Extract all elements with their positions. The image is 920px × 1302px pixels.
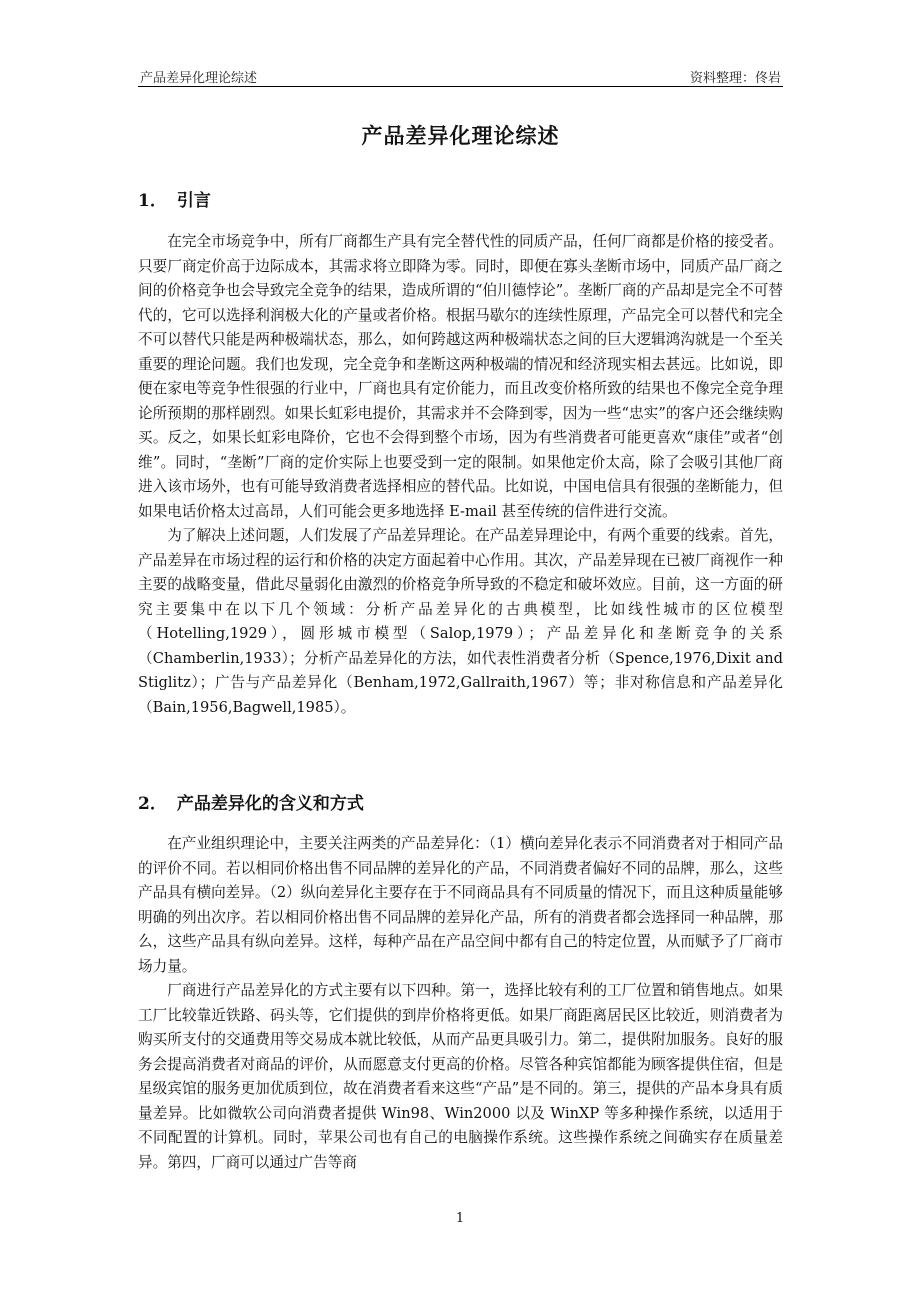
section-body-meaning (138, 832, 783, 1175)
section-title: 产品差异化的含义和方式 (176, 794, 364, 814)
section-number: 2． (138, 794, 167, 814)
paragraph: 在产业组织理论中，主要关注两类的产品差异化：（1）横向差异化表示不同消费者对于相同产品的评价不同。若以相同价格出售不同品牌的差异化的产品，不同消费者偏好不同的品牌，那么，这些产品具有横向差异。（2）纵向差异化主要存在于不同商品具有不同质量的情况下，而且这种质量能够明确的列出次序。若以相同价格出售不同品牌的差异化产品，所有的消费者都会选择同一种品牌，那么，这些产品具有纵向差异。这样，每种产品在产品空间中都有自己的特定位置，从而赋予了厂商市场力量。 (138, 835, 783, 975)
paragraph: 厂商进行产品差异化的方式主要有以下四种。第一，选择比较有利的工厂位置和销售地点。如果工厂比较靠近铁路、码头等，它们提供的到岸价格将更低。如果厂商距离居民区比较近，则消费者为购买所支付的交通费用等交易成本就比较低，从而产品更具吸引力。第二，提供附加服务。良好的服务会提高消费者对商品的评价，从而愿意支付更高的价格。尽管各种宾馆都能为顾客提供住宿，但是星级宾馆的服务更加优质到位，故在消费者看来这些“产品”是不同的。第三，提供的产品本身具有质量差异。比如微软公司向消费者提供 Win98、Win2000 以及 WinXP 等多种操作系统，以适用于不同配置的计算机。同时，苹果公司也有自己的电脑操作系统。这些操作系统之间确实存在质量差异。第四，厂商可以通过广告等商 (138, 982, 783, 1171)
section-heading-intro (138, 186, 211, 211)
section-heading-meaning (138, 789, 364, 814)
section-number: 1． (138, 191, 167, 211)
paragraph: 为了解决上述问题，人们发展了产品差异理论。在产品差异理论中，有两个重要的线索。首先，产品差异在市场过程的运行和价格的决定方面起着中心作用。其次，产品差异现在已被厂商视作一种主要的战略变量，借此尽量弱化由激烈的价格竞争所导致的不稳定和破坏效应。目前，这一方面的研究主要集中在以下几个领域：分析产品差异化的古典模型，比如线性城市的区位模型（Hotelling,1929），圆形城市模型（Salop,1979）；产品差异化和垄断竞争的关系（Chamberlin,1933）；分析产品差异化的方法，如代表性消费者分析（Spence,1976,Dixit and Stiglitz）；广告与产品差异化（Benham,1972,Gallraith,1967）等；非对称信息和产品差异化（Bain,1956,Bagwell,1985）。 (138, 527, 783, 716)
section-body-intro (138, 230, 783, 720)
page-number: 1 (455, 1211, 465, 1226)
paragraph: 在完全市场竞争中，所有厂商都生产具有完全替代性的同质产品，任何厂商都是价格的接受者。只要厂商定价高于边际成本，其需求将立即降为零。同时，即便在寡头垄断市场中，同质产品厂商之间的价格竞争也会导致完全竞争的结果，造成所谓的“伯川德悖论”。垄断厂商的产品却是完全不可替代的，它可以选择利润极大化的产量或者价格。根据马歇尔的连续性原理，产品完全可以替代和完全不可以替代只能是两种极端状态，那么，如何跨越这两种极端状态之间的巨大逻辑鸿沟就是一个至关重要的理论问题。我们也发现，完全竞争和垄断这两种极端的情况和经济现实相去甚远。比如说，即便在家电等竞争性很强的行业中，厂商也具有定价能力，而且改变价格所致的结果也不像完全竞争理论所预期的那样剧烈。如果长虹彩电提价，其需求并不会降到零，因为一些“忠实”的客户还会继续购买。反之，如果长虹彩电降价，它也不会得到整个市场，因为有些消费者可能更喜欢“康佳”或者“创维”。同时，“垄断”厂商的定价实际上也要受到一定的限制。如果他定价太高，除了会吸引其他厂商进入该市场外，也有可能导致消费者选择相应的替代品。比如说，中国电信具有很强的垄断能力，但如果电话价格太过高昂，人们可能会更多地选择 E-mail 甚至传统的信件进行交流。 (138, 233, 783, 520)
header-doc-title: 产品差异化理论综述 (140, 71, 258, 86)
header-compiler: 资料整理：佟岩 (689, 71, 781, 86)
page-header (138, 64, 783, 87)
document-title: 产品差异化理论综述 (361, 123, 560, 148)
section-title: 引言 (176, 191, 211, 211)
